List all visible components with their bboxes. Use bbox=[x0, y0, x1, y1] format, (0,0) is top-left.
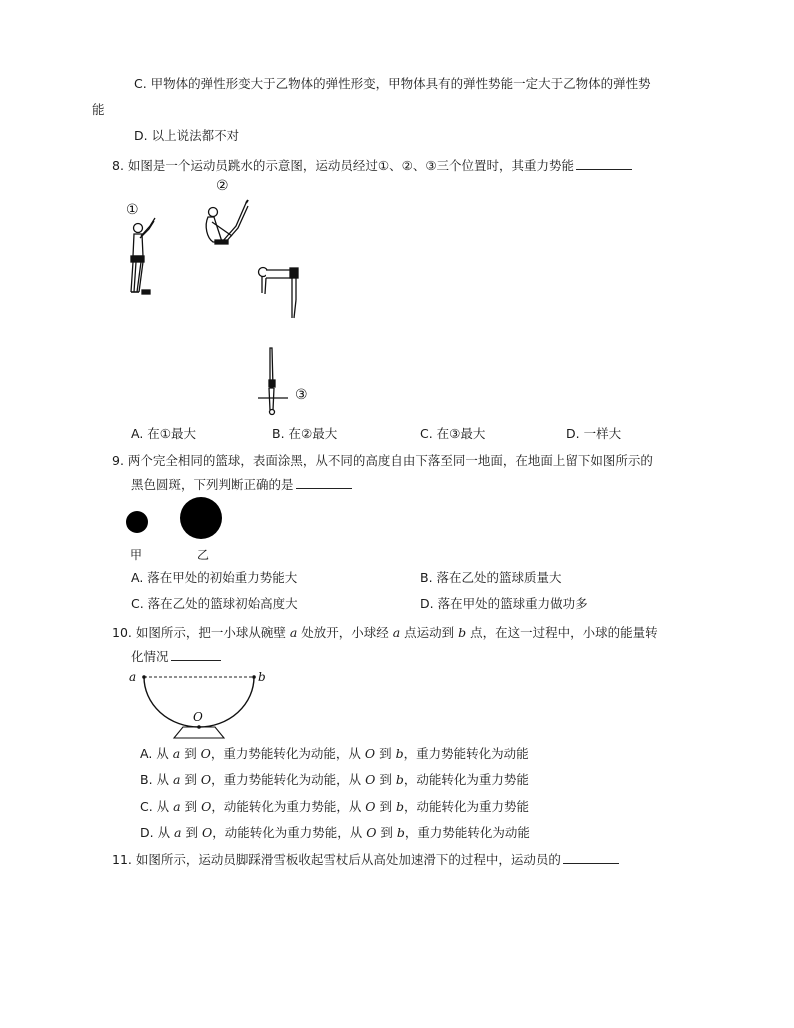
q8-option-d: D. 一样大 bbox=[566, 426, 622, 441]
q9-label-jia: 甲 bbox=[130, 548, 143, 562]
q8-label-pos3: ③ bbox=[295, 387, 308, 403]
q10-label-o: O bbox=[193, 710, 203, 724]
q10-label-a: a bbox=[129, 670, 137, 684]
q10-stem-line2: 化情况 bbox=[131, 648, 221, 665]
q10-option-d: D. 从 a 到 O，动能转化为重力势能，从 O 到 b，重力势能转化为动能 bbox=[140, 825, 530, 840]
q10-stem-line1: 10. 如图所示，把一小球从碗壁 a 处放开，小球经 a 点运动到 b 点，在这一过程中，小球的能量转 bbox=[112, 625, 658, 640]
q7-option-d: D. 以上说法都不对 bbox=[134, 128, 240, 143]
q10-option-a: A. 从 a 到 O，重力势能转化为动能，从 O 到 b，重力势能转化为动能 bbox=[140, 746, 529, 761]
q10-option-b: B. 从 a 到 O，重力势能转化为动能，从 O 到 b，动能转化为重力势能 bbox=[140, 772, 529, 787]
q9-stem-line1: 9. 两个完全相同的篮球，表面涂黑，从不同的高度自由下落至同一地面，在地面上留下如图所示的 bbox=[112, 453, 653, 468]
q11-stem: 11. 如图所示，运动员脚踩滑雪板收起雪杖后从高处加速滑下的过程中，运动员的 bbox=[112, 851, 619, 868]
q9-label-yi: 乙 bbox=[197, 548, 210, 562]
q9-option-b: B. 落在乙处的篮球质量大 bbox=[420, 570, 562, 585]
q8-label-pos2: ② bbox=[216, 178, 229, 194]
q10-label-b: b bbox=[258, 670, 266, 684]
q8-option-a: A. 在①最大 bbox=[131, 426, 196, 441]
q11-answer-blank bbox=[563, 851, 619, 864]
q7-option-c-line2: 能 bbox=[92, 102, 105, 117]
q8-option-c: C. 在③最大 bbox=[420, 426, 486, 441]
q9-option-a: A. 落在甲处的初始重力势能大 bbox=[131, 570, 298, 585]
q9-option-c: C. 落在乙处的篮球初始高度大 bbox=[131, 596, 298, 611]
q9-option-d: D. 落在甲处的篮球重力做功多 bbox=[420, 596, 588, 611]
q8-label-pos1: ① bbox=[126, 202, 139, 218]
q8-stem: 8. 如图是一个运动员跳水的示意图，运动员经过①、②、③三个位置时，其重力势能 bbox=[112, 157, 632, 174]
q10-option-c: C. 从 a 到 O，动能转化为重力势能，从 O 到 b，动能转化为重力势能 bbox=[140, 799, 530, 814]
q9-stem-line2: 黑色圆斑，下列判断正确的是 bbox=[131, 476, 352, 493]
q7-option-c-line1: C. 甲物体的弹性形变大于乙物体的弹性形变，甲物体具有的弹性势能一定大于乙物体的弹性势 bbox=[134, 76, 651, 91]
q8-option-b: B. 在②最大 bbox=[272, 426, 338, 441]
